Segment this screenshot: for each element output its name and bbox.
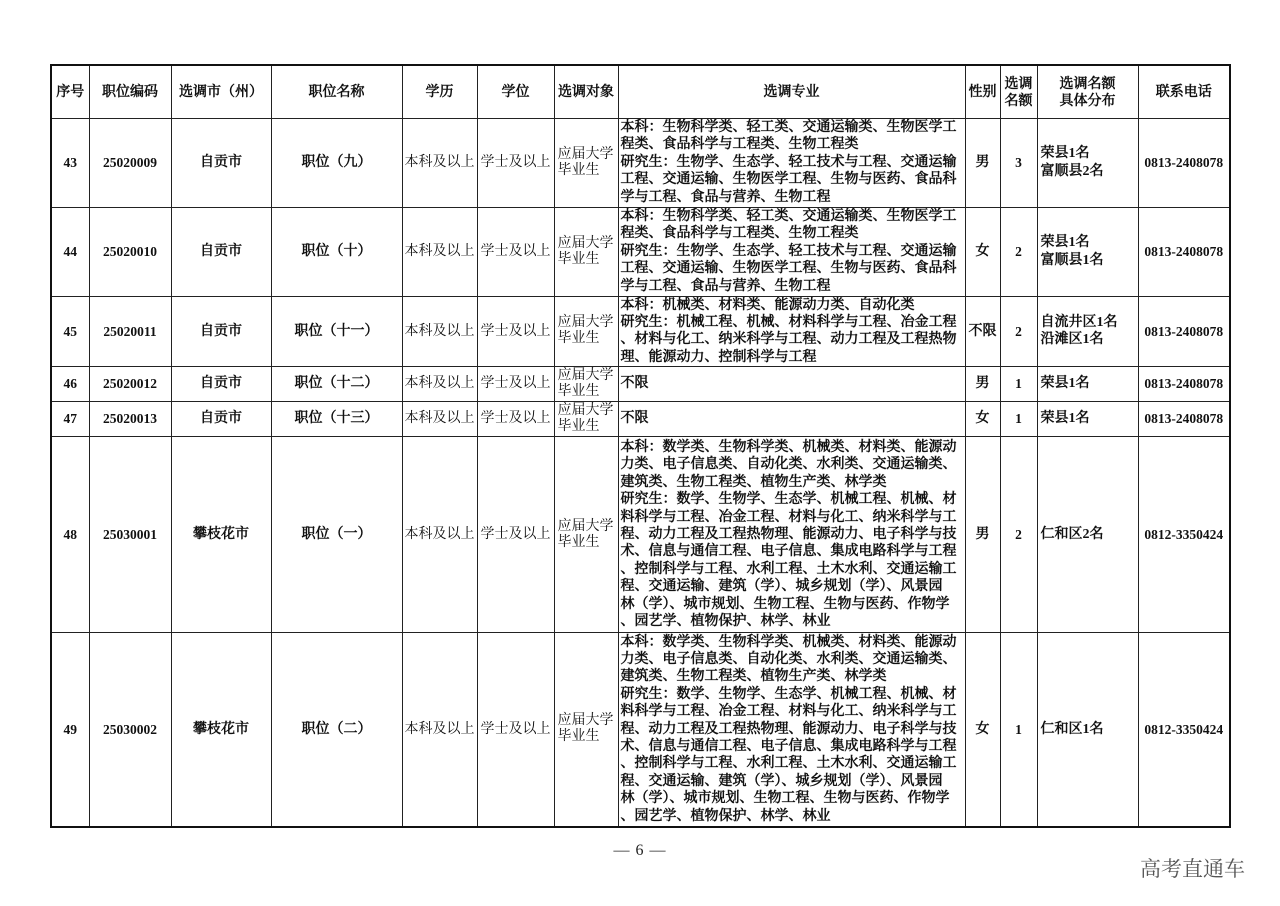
major-line: 学与工程、食品与营养、生物工程 <box>620 278 831 294</box>
cell-education: 本科及以上 <box>402 118 477 207</box>
cell-degree: 学士及以上 <box>477 367 554 402</box>
distribution-line: 仁和区1名 <box>1040 721 1104 737</box>
cell-code: 25030001 <box>89 437 171 633</box>
major-line: 、材料与化工、纳米科学与工程、动力工程及工程热物 <box>620 332 957 348</box>
column-header <box>1000 65 1037 118</box>
column-header-label: 选调市（州） <box>179 83 263 100</box>
cell-position: 职位（十二） <box>271 367 402 402</box>
distribution-line: 荣县1名 <box>1040 376 1090 392</box>
major-line: 料科学与工程、冶金工程、材料与化工、纳米科学与工 <box>620 509 957 525</box>
major-line: 研究生：数学、生物学、生态学、机械工程、机械、材 <box>620 492 957 508</box>
cell-target: 应届大学毕业生 <box>554 207 618 296</box>
cell-quota: 3 <box>1000 118 1037 207</box>
cell-no: 47 <box>51 402 89 437</box>
column-header-label: 职位编码 <box>102 83 158 100</box>
major-line: 术、信息与通信工程、电子信息、集成电路科学与工程 <box>620 544 957 560</box>
distribution-line: 荣县1名 <box>1040 235 1090 251</box>
cell-distribution <box>1037 118 1138 207</box>
cell-majors <box>618 296 965 367</box>
major-line: 本科：数学类、生物科学类、机械类、材料类、能源动 <box>620 439 957 455</box>
column-header <box>171 65 271 118</box>
table-row <box>51 367 1230 402</box>
major-line: 料科学与工程、冶金工程、材料与化工、纳米科学与工 <box>620 704 957 720</box>
column-header <box>1138 65 1230 118</box>
cell-gender: 男 <box>965 367 1000 402</box>
cell-quota: 1 <box>1000 633 1037 827</box>
cell-city: 攀枝花市 <box>171 437 271 633</box>
cell-degree: 学士及以上 <box>477 296 554 367</box>
major-line: 术、信息与通信工程、电子信息、集成电路科学与工程 <box>620 739 957 755</box>
major-line: 学与工程、食品与营养、生物工程 <box>620 189 831 205</box>
column-header-label: 选调专业 <box>763 83 820 100</box>
distribution-line: 富顺县1名 <box>1040 252 1104 268</box>
cell-code: 25020013 <box>89 402 171 437</box>
table-row <box>51 207 1230 296</box>
column-header <box>477 65 554 118</box>
cell-code: 25030002 <box>89 633 171 827</box>
cell-phone: 0813-2408078 <box>1138 296 1230 367</box>
cell-degree: 学士及以上 <box>477 402 554 437</box>
cell-code: 25020011 <box>89 296 171 367</box>
cell-degree: 学士及以上 <box>477 207 554 296</box>
major-line: 程类、食品科学与工程类、生物工程类 <box>620 137 859 153</box>
major-line: 建筑类、生物工程类、植物生产类、林学类 <box>620 474 887 490</box>
column-header-label: 选调名额 <box>1004 74 1033 108</box>
table-header-row <box>51 65 1230 118</box>
major-line: 本科：机械类、材料类、能源动力类、自动化类 <box>620 297 915 313</box>
cell-position: 职位（一） <box>271 437 402 633</box>
cell-no: 45 <box>51 296 89 367</box>
cell-majors <box>618 118 965 207</box>
cell-city: 自贡市 <box>171 207 271 296</box>
cell-code: 25020009 <box>89 118 171 207</box>
cell-distribution <box>1037 633 1138 827</box>
cell-phone: 0812-3350424 <box>1138 437 1230 633</box>
table-row <box>51 437 1230 633</box>
cell-majors <box>618 367 965 402</box>
cell-gender: 女 <box>965 402 1000 437</box>
column-header-label: 序号 <box>56 83 85 100</box>
cell-degree: 学士及以上 <box>477 633 554 827</box>
cell-city: 自贡市 <box>171 402 271 437</box>
column-header-label: 学历 <box>425 83 454 100</box>
cell-majors <box>618 633 965 827</box>
major-line: 研究生：数学、生物学、生态学、机械工程、机械、材 <box>620 686 957 702</box>
cell-quota: 2 <box>1000 296 1037 367</box>
major-line: 力类、电子信息类、自动化类、水利类、交通运输类、 <box>620 457 957 473</box>
cell-education: 本科及以上 <box>402 437 477 633</box>
cell-no: 49 <box>51 633 89 827</box>
cell-city: 自贡市 <box>171 296 271 367</box>
cell-education: 本科及以上 <box>402 367 477 402</box>
cell-quota: 1 <box>1000 402 1037 437</box>
major-line: 不限 <box>620 411 649 427</box>
cell-majors <box>618 437 965 633</box>
cell-majors <box>618 207 965 296</box>
major-line: 力类、电子信息类、自动化类、水利类、交通运输类、 <box>620 652 957 668</box>
table-row <box>51 633 1230 827</box>
major-line: 程、交通运输、建筑（学）、城乡规划（学）、风景园 <box>620 579 943 595</box>
major-line: 程、交通运输、建筑（学）、城乡规划（学）、风景园 <box>620 773 943 789</box>
distribution-line: 荣县1名 <box>1040 411 1090 427</box>
table-row <box>51 118 1230 207</box>
cell-education: 本科及以上 <box>402 402 477 437</box>
major-line: 本科：生物科学类、轻工类、交通运输类、生物医学工 <box>620 208 957 224</box>
table-header <box>51 65 1230 118</box>
cell-position: 职位（九） <box>271 118 402 207</box>
column-header-label: 学位 <box>501 83 530 100</box>
distribution-line: 沿滩区1名 <box>1040 332 1104 348</box>
major-line: 研究生：生物学、生态学、轻工技术与工程、交通运输 <box>620 154 957 170</box>
column-header-label: 性别 <box>968 83 997 100</box>
cell-education: 本科及以上 <box>402 296 477 367</box>
cell-position: 职位（十三） <box>271 402 402 437</box>
major-line: 、园艺学、植物保护、林学、林业 <box>620 808 831 824</box>
cell-target: 应届大学毕业生 <box>554 437 618 633</box>
major-line: 工程、交通运输、生物医学工程、生物与医药、食品科 <box>620 261 957 277</box>
cell-distribution <box>1037 207 1138 296</box>
cell-target: 应届大学毕业生 <box>554 367 618 402</box>
cell-phone: 0812-3350424 <box>1138 633 1230 827</box>
column-header-label: 职位名称 <box>308 83 365 100</box>
cell-gender: 女 <box>965 207 1000 296</box>
cell-target: 应届大学毕业生 <box>554 402 618 437</box>
distribution-line: 仁和区2名 <box>1040 526 1104 542</box>
major-line: 本科：生物科学类、轻工类、交通运输类、生物医学工 <box>620 119 957 135</box>
cell-phone: 0813-2408078 <box>1138 402 1230 437</box>
distribution-line: 富顺县2名 <box>1040 163 1104 179</box>
distribution-line: 自流井区1名 <box>1040 314 1118 330</box>
cell-gender: 男 <box>965 118 1000 207</box>
cell-code: 25020012 <box>89 367 171 402</box>
column-header-label: 选调名额具体分布 <box>1059 74 1116 108</box>
column-header <box>1037 65 1138 118</box>
cell-city: 自贡市 <box>171 367 271 402</box>
cell-phone: 0813-2408078 <box>1138 367 1230 402</box>
cell-majors <box>618 402 965 437</box>
major-line: 不限 <box>620 376 649 392</box>
major-line: 研究生：机械工程、机械、材料科学与工程、冶金工程 <box>620 314 957 330</box>
major-line: 程、动力工程及工程热物理、能源动力、电子科学与技 <box>620 526 957 542</box>
cell-no: 43 <box>51 118 89 207</box>
column-header <box>554 65 618 118</box>
cell-target: 应届大学毕业生 <box>554 296 618 367</box>
table-row <box>51 296 1230 367</box>
column-header <box>618 65 965 118</box>
cell-position: 职位（十） <box>271 207 402 296</box>
major-line: 、园艺学、植物保护、林学、林业 <box>620 613 831 629</box>
table-row <box>51 402 1230 437</box>
cell-education: 本科及以上 <box>402 633 477 827</box>
cell-no: 48 <box>51 437 89 633</box>
cell-position: 职位（二） <box>271 633 402 827</box>
cell-no: 44 <box>51 207 89 296</box>
cell-quota: 1 <box>1000 367 1037 402</box>
major-line: 建筑类、生物工程类、植物生产类、林学类 <box>620 669 887 685</box>
column-header-label: 选调对象 <box>558 83 614 100</box>
cell-quota: 2 <box>1000 207 1037 296</box>
major-line: 、控制科学与工程、水利工程、土木水利、交通运输工 <box>620 561 957 577</box>
cell-degree: 学士及以上 <box>477 118 554 207</box>
column-header <box>271 65 402 118</box>
cell-phone: 0813-2408078 <box>1138 207 1230 296</box>
major-line: 本科：数学类、生物科学类、机械类、材料类、能源动 <box>620 634 957 650</box>
column-header-label: 联系电话 <box>1155 83 1212 100</box>
cell-distribution <box>1037 367 1138 402</box>
cell-gender: 男 <box>965 437 1000 633</box>
major-line: 程、动力工程及工程热物理、能源动力、电子科学与技 <box>620 721 957 737</box>
major-line: 林（学）、城市规划、生物工程、生物与医药、作物学 <box>620 596 950 612</box>
cell-position: 职位（十一） <box>271 296 402 367</box>
cell-code: 25020010 <box>89 207 171 296</box>
cell-no: 46 <box>51 367 89 402</box>
major-line: 程类、食品科学与工程类、生物工程类 <box>620 226 859 242</box>
column-header <box>965 65 1000 118</box>
cell-distribution <box>1037 296 1138 367</box>
cell-target: 应届大学毕业生 <box>554 633 618 827</box>
cell-gender: 女 <box>965 633 1000 827</box>
distribution-line: 荣县1名 <box>1040 146 1090 162</box>
column-header <box>89 65 171 118</box>
cell-city: 自贡市 <box>171 118 271 207</box>
major-line: 林（学）、城市规划、生物工程、生物与医药、作物学 <box>620 791 950 807</box>
major-line: 工程、交通运输、生物医学工程、生物与医药、食品科 <box>620 172 957 188</box>
cell-education: 本科及以上 <box>402 207 477 296</box>
cell-gender: 不限 <box>965 296 1000 367</box>
cell-degree: 学士及以上 <box>477 437 554 633</box>
cell-quota: 2 <box>1000 437 1037 633</box>
watermark: 高考直通车 <box>1140 858 1245 881</box>
cell-distribution <box>1037 437 1138 633</box>
major-line: 研究生：生物学、生态学、轻工技术与工程、交通运输 <box>620 243 957 259</box>
column-header <box>402 65 477 118</box>
table-body <box>51 118 1230 827</box>
major-line: 理、能源动力、控制科学与工程 <box>620 349 817 365</box>
major-line: 、控制科学与工程、水利工程、土木水利、交通运输工 <box>620 756 957 772</box>
cell-city: 攀枝花市 <box>171 633 271 827</box>
page-number: — 6 — <box>613 842 667 859</box>
column-header <box>51 65 89 118</box>
cell-distribution <box>1037 402 1138 437</box>
cell-target: 应届大学毕业生 <box>554 118 618 207</box>
job-table <box>50 64 1231 828</box>
cell-phone: 0813-2408078 <box>1138 118 1230 207</box>
